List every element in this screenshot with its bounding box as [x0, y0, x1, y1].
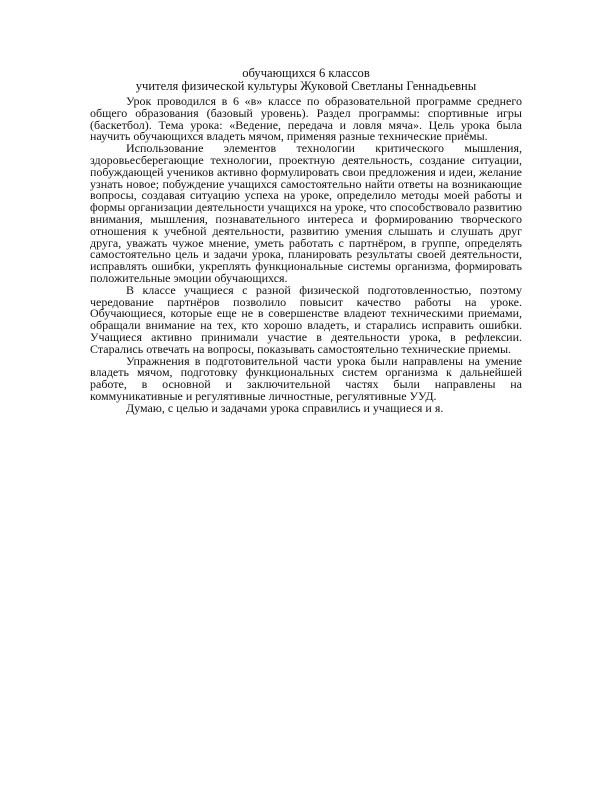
paragraph-exercises: Упражнения в подготовительной части урока были направлены на умение владеть мячом, подготовку функциональных систем организма к дальнейшей работе, в основной и заключительной частях были направлены на коммуникативные и регулятивные личностные, регулятивные УУД. — [90, 353, 522, 403]
header-line-2: учителя физической культуры Жуковой Светланы Геннадьевны — [135, 79, 477, 93]
paragraph-methods: Использование элементов технологии критического мышления, здоровьесберегающие технологии, проектную деятельность, создание ситуации, побуждающей учеников активно формулировать свои предложения и идеи, желание узнать новое; побуждение учащихся самостоятельно найти ответы на возникающие вопросы, создавая ситуацию успеха на уроке, определило методы моей работы и формы организации деятельности учащихся на уроке, что способствовало развитию внимания, мышления, познавательного интереса и формированию творческого отношения к учебной деятельности, развитию умения слышать и слушать друг друга, уважать чужое мнение, уметь работать с партнёром, в группе, определять самостоятельно цель и задачи урока, планировать результаты своей деятельности, исправлять ошибки, укреплять функциональные системы организма, формировать положительные эмоции обучающихся. — [90, 141, 522, 285]
document-body — [90, 96, 522, 415]
paragraph-conclusion: Думаю, с целью и задачами урока справились и учащиеся и я. — [126, 400, 444, 415]
paragraph-lesson-goal: Урок проводился в 6 «в» классе по образовательной программе среднего общего образования (базовый уровень). Раздел программы: спортивные игры (баскетбол). Тема урока: «Ведение, передача и ловля мяча». Цель урока была научить обучающихся владеть мячом, применяя разные технические приёмы. — [90, 94, 522, 144]
document-header — [60, 67, 552, 93]
paragraph-class-activity: В классе учащиеся с разной физической подготовленностью, поэтому чередование партнёров позволило повысит качество работы на уроке. Обучающиеся, которые еще не в совершенстве владеют техническими приемами, обращали внимание на тех, кто хорошо владеть, и старались исправить ошибки. Учащиеся активно принимали участие в деятельности урока, в рефлексии. Старались отвечать на вопросы, показывать самостоятельно технические приемы. — [90, 282, 522, 356]
header-line-1: обучающихся 6 классов — [242, 66, 370, 80]
